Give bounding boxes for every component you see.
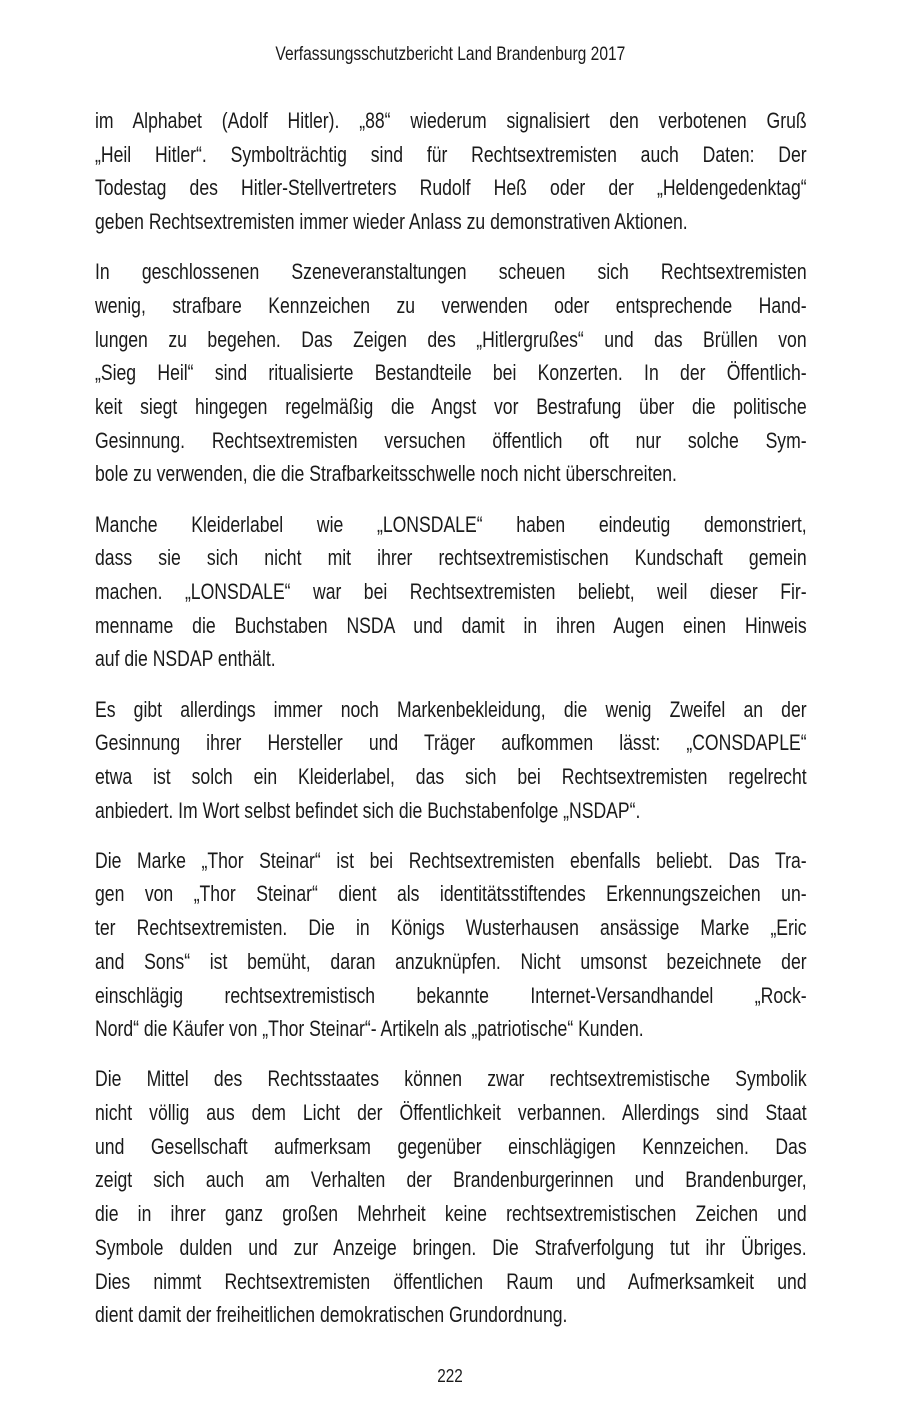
text-line: Die Marke „Thor Steinar“ ist bei Rechtsextremisten ebenfalls beliebt. Das Tra- <box>95 847 807 873</box>
paragraph <box>95 693 807 828</box>
text-line: bole zu verwenden, die die Strafbarkeitsschwelle noch nicht überschreiten. <box>95 461 677 487</box>
text-line: menname die Buchstaben NSDA und damit in ihren Augen einen Hinweis <box>95 612 807 638</box>
text-line: nicht völlig aus dem Licht der Öffentlichkeit verbannen. Allerdings sind Staat <box>95 1100 807 1126</box>
paragraph <box>95 104 807 239</box>
text-line: Symbole dulden und zur Anzeige bringen. Die Strafverfolgung tut ihr Übriges. <box>95 1234 807 1260</box>
paragraph <box>95 1062 807 1332</box>
text-line: Gesinnung ihrer Hersteller und Träger aufkommen lässt: „CONSDAPLE“ <box>95 730 807 756</box>
page-number <box>0 1366 900 1387</box>
text-line: Es gibt allerdings immer noch Markenbekleidung, die wenig Zweifel an der <box>95 696 807 722</box>
text-line: gen von „Thor Steinar“ dient als identitätsstiftendes Erkennungszeichen un- <box>95 881 807 907</box>
text-line: wenig, strafbare Kennzeichen zu verwenden oder entsprechende Hand- <box>95 292 807 318</box>
text-line: Gesinnung. Rechtsextremisten versuchen öffentlich oft nur solche Sym- <box>95 427 807 453</box>
text-line: keit siegt hingegen regelmäßig die Angst vor Bestrafung über die politische <box>95 394 807 419</box>
text-line: and Sons“ ist bemüht, daran anzuknüpfen. Nicht umsonst bezeichnete der <box>95 948 807 974</box>
paragraph <box>95 255 807 491</box>
text-line: einschlägig rechtsextremistisch bekannte Internet-Versandhandel „Rock- <box>95 982 807 1008</box>
text-line: dient damit der freiheitlichen demokratischen Grundordnung. <box>95 1302 568 1328</box>
text-line: und Gesellschaft aufmerksam gegenüber einschlägigen Kennzeichen. Das <box>95 1133 807 1159</box>
text-line: Die Mittel des Rechtsstaates können zwar rechtsextremistische Symbolik <box>95 1066 807 1092</box>
text-line: machen. „LONSDALE“ war bei Rechtsextremisten beliebt, weil dieser Fir- <box>95 578 807 604</box>
paragraph <box>95 508 807 676</box>
text-line: dass sie sich nicht mit ihrer rechtsextremistischen Kundschaft gemein <box>95 545 807 571</box>
text-line: „Heil Hitler“. Symbolträchtig sind für Rechtsextremisten auch Daten: Der <box>95 141 807 167</box>
text-line: auf die NSDAP enthält. <box>95 646 276 672</box>
text-line: im Alphabet (Adolf Hitler). „88“ wiederum signalisiert den verbotenen Gruß <box>95 108 807 133</box>
text-line: geben Rechtsextremisten immer wieder Anlass zu demonstrativen Aktionen. <box>95 209 688 235</box>
text-line: lungen zu begehen. Das Zeigen des „Hitlergrußes“ und das Brüllen von <box>95 326 807 352</box>
body-text <box>95 104 807 1348</box>
text-line: Nord“ die Käufer von „Thor Steinar“- Artikeln als „patriotische“ Kunden. <box>95 1016 644 1042</box>
page-number-text: 222 <box>437 1366 463 1386</box>
header-text: Verfassungsschutzbericht Land Brandenburg 2017 <box>275 44 625 65</box>
text-line: Todestag des Hitler-Stellvertreters Rudolf Heß oder der „Heldengedenktag“ <box>95 175 807 201</box>
paragraph <box>95 844 807 1046</box>
text-line: etwa ist solch ein Kleiderlabel, das sich bei Rechtsextremisten regelrecht <box>95 763 807 789</box>
text-line: Dies nimmt Rechtsextremisten öffentlichen Raum und Aufmerksamkeit und <box>95 1268 807 1294</box>
text-line: „Sieg Heil“ sind ritualisierte Bestandteile bei Konzerten. In der Öffentlich- <box>95 360 807 386</box>
text-line: zeigt sich auch am Verhalten der Brandenburgerinnen und Brandenburger, <box>95 1167 807 1193</box>
running-header <box>0 44 900 66</box>
text-line: In geschlossenen Szeneveranstaltungen scheuen sich Rechtsextremisten <box>95 259 807 285</box>
text-line: die in ihrer ganz großen Mehrheit keine rechtsextremistischen Zeichen und <box>95 1201 807 1227</box>
text-line: anbiedert. Im Wort selbst befindet sich die Buchstabenfolge „NSDAP“. <box>95 797 641 823</box>
text-line: ter Rechtsextremisten. Die in Königs Wusterhausen ansässige Marke „Eric <box>95 915 807 941</box>
text-line: Manche Kleiderlabel wie „LONSDALE“ haben eindeutig demonstriert, <box>95 511 807 537</box>
